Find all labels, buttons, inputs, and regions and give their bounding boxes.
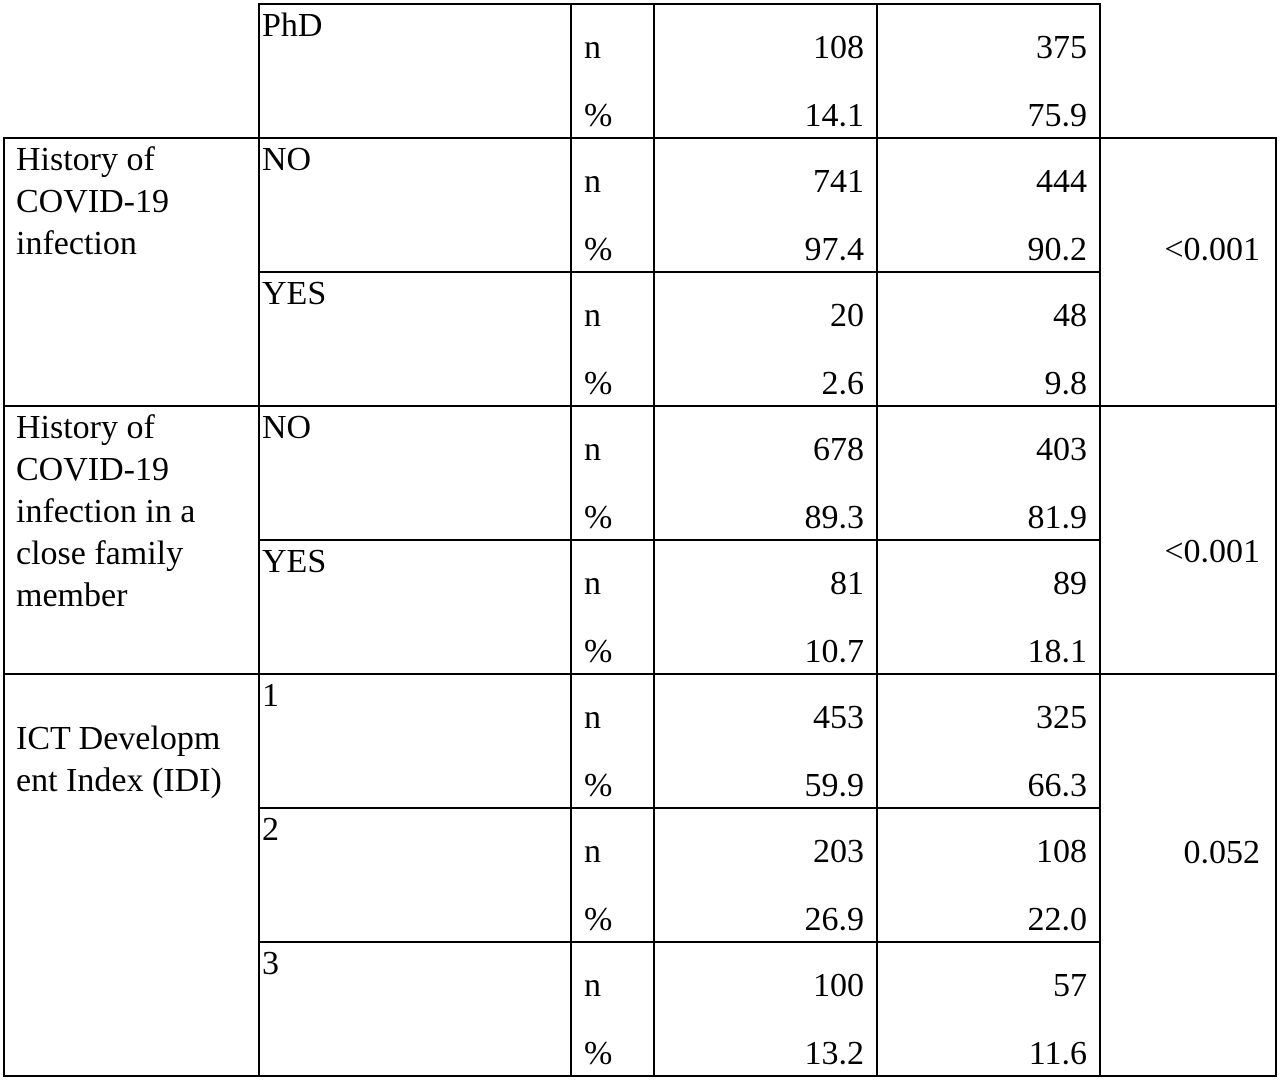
value-pct-group1: 97.4 (804, 231, 864, 268)
stat-label-n: n (584, 833, 601, 870)
level-label: NO (262, 409, 312, 446)
value-n-group1: 81 (830, 565, 864, 602)
value-pct-group1: 13.2 (804, 1035, 864, 1072)
value-pct-group2: 22.0 (1027, 901, 1087, 938)
level-label: 3 (262, 945, 279, 982)
row-line (3, 405, 1277, 407)
level-label: 2 (262, 811, 279, 848)
row-line (3, 1075, 1277, 1077)
value-pct-group1: 10.7 (804, 633, 864, 670)
value-n-group1: 678 (813, 431, 864, 468)
row-line (3, 673, 1277, 675)
row-line (258, 271, 1099, 273)
stat-label-pct: % (584, 499, 613, 536)
value-n-group1: 108 (813, 29, 864, 66)
stat-label-n: n (584, 297, 601, 334)
value-n-group2: 444 (1036, 163, 1087, 200)
value-n-group1: 20 (830, 297, 864, 334)
row-line (258, 941, 1099, 943)
stat-label-n: n (584, 431, 601, 468)
value-pct-group2: 18.1 (1027, 633, 1087, 670)
variable-name: COVID-19 (16, 451, 169, 488)
stat-label-n: n (584, 699, 601, 736)
value-n-group2: 57 (1053, 967, 1087, 1004)
value-n-group1: 453 (813, 699, 864, 736)
row-line (258, 539, 1099, 541)
stat-label-n: n (584, 565, 601, 602)
row-line (258, 807, 1099, 809)
value-n-group2: 403 (1036, 431, 1087, 468)
variable-name: ent Index (IDI) (16, 762, 222, 799)
value-pct-group2: 75.9 (1027, 97, 1087, 134)
stat-label-pct: % (584, 365, 613, 402)
stat-label-pct: % (584, 97, 613, 134)
variable-name: COVID-19 (16, 183, 169, 220)
variable-name: infection (16, 225, 137, 262)
variable-name: infection in a (16, 493, 196, 530)
stat-label-pct: % (584, 767, 613, 804)
value-n-group2: 89 (1053, 565, 1087, 602)
value-pct-group1: 26.9 (804, 901, 864, 938)
level-label: NO (262, 141, 312, 178)
level-label: YES (262, 275, 327, 312)
stat-label-pct: % (584, 231, 613, 268)
value-n-group2: 325 (1036, 699, 1087, 736)
row-line (3, 137, 1277, 139)
value-pct-group2: 81.9 (1027, 499, 1087, 536)
stat-label-n: n (584, 163, 601, 200)
col-line (3, 137, 5, 1077)
variable-name: ICT Developm (16, 720, 221, 757)
variable-name: History of (16, 409, 155, 446)
level-label: YES (262, 543, 327, 580)
stat-label-n: n (584, 29, 601, 66)
value-pct-group2: 9.8 (1044, 365, 1087, 402)
col-line (1275, 137, 1277, 1077)
value-n-group2: 108 (1036, 833, 1087, 870)
level-label: PhD (262, 7, 323, 44)
value-pct-group1: 14.1 (804, 97, 864, 134)
col-line (1099, 3, 1101, 1077)
p-value: <0.001 (1164, 533, 1260, 570)
value-n-group1: 741 (813, 163, 864, 200)
value-n-group1: 100 (813, 967, 864, 1004)
row-line (258, 3, 1099, 5)
p-value: <0.001 (1164, 231, 1260, 268)
stat-label-pct: % (584, 1035, 613, 1072)
value-pct-group2: 66.3 (1027, 767, 1087, 804)
value-pct-group1: 2.6 (821, 365, 864, 402)
stat-label-pct: % (584, 633, 613, 670)
variable-name: close family (16, 535, 184, 572)
value-n-group1: 203 (813, 833, 864, 870)
value-pct-group2: 11.6 (1028, 1035, 1087, 1072)
stat-label-n: n (584, 967, 601, 1004)
level-label: 1 (262, 677, 279, 714)
value-n-group2: 375 (1036, 29, 1087, 66)
value-pct-group1: 59.9 (804, 767, 864, 804)
p-value: 0.052 (1183, 834, 1260, 871)
value-n-group2: 48 (1053, 297, 1087, 334)
stat-label-pct: % (584, 901, 613, 938)
value-pct-group2: 90.2 (1027, 231, 1087, 268)
variable-name: member (16, 577, 128, 614)
value-pct-group1: 89.3 (804, 499, 864, 536)
variable-name: History of (16, 141, 155, 178)
